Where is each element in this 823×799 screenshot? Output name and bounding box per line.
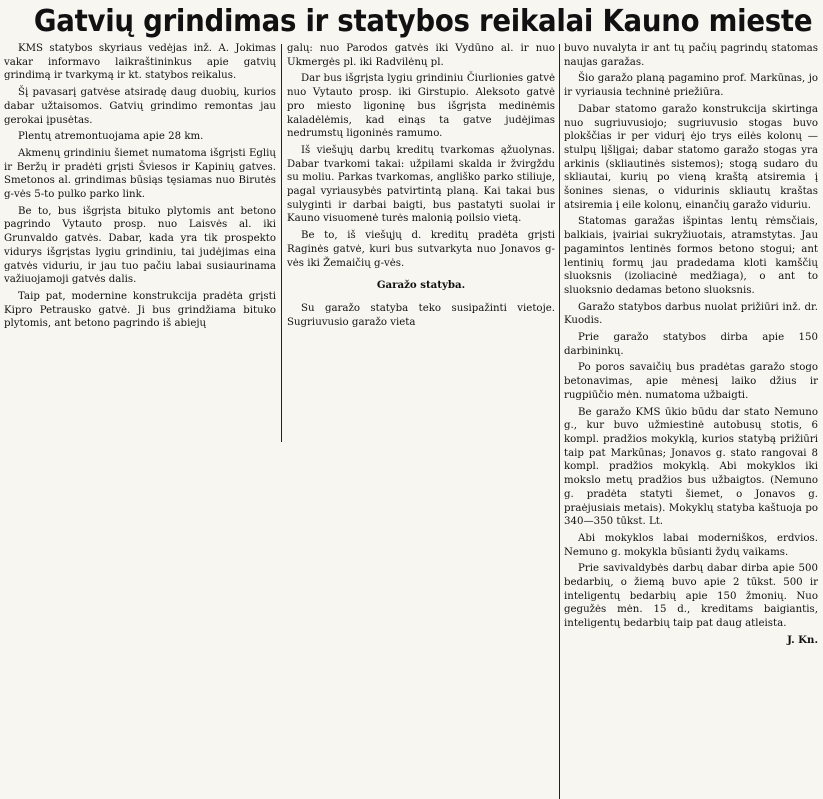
paragraph: Su garažo statyba teko susipažinti vietoje. Sugriuvusio garažo vieta [287, 302, 555, 328]
paragraph: Akmenų grindiniu šiemet numatoma išgrįsti Eglių ir Beržų ir pradėti grįsti Šviesos ir Kapinių gatves. Smetonos al. grindimas būsiąs tęsiamas nuo Birutės g-vės 5-to pulko parko link. [4, 147, 276, 201]
paragraph: Po poros savaičių bus pradėtas garažo stogo betonavimas, apie mėnesį laiko džius ir rugpiūčio mėn. numatoma užbaigti. [564, 362, 818, 401]
article-headline: Gatvių grindimas ir statybos reikalai Kauno mieste [33, 4, 813, 39]
paragraph-continuation: buvo nuvalyta ir ant tų pačių pagrindų statomas naujas garažas. [564, 43, 818, 68]
paragraph: Plentų atremontuojama apie 28 km. [18, 131, 204, 143]
paragraph: Dabar statomo garažo konstrukcija skirtinga nuo sugriuvusiojo; sugriuvusio stogas buvo plokščias ir per vidurį ėjo trys eilės kolonų — stulpų lįšlįgai; dabar statomo garažo stogas yra arkinis (skliautinės sistemos); stogą sudaro du skliautai, kurių po vieną kraštą atsiremia į šonines sienas, o vidurinis skliautų kraštas atsiremia į eile kolonų, einančių garažo viduriu. [564, 103, 818, 211]
paragraph: Šio garažo planą pagamino prof. Markūnas, jo ir vyriausia techninė priežiūra. [564, 73, 818, 99]
article-column-1 [4, 42, 276, 334]
article-column-3 [564, 42, 818, 651]
paragraph: Prie savivaldybės darbų dabar dirba apie 500 bedarbių, o žiemą buvo apie 2 tūkst. 500 ir inteligentų bedarbių apie 150 žmonių. Nuo gegužės mėn. 15 d., kreditams baigiantis, inteligentų bedarbių taip pat daug atleista. [564, 563, 818, 630]
paragraph: Taip pat, modernine konstrukcija pradėta grįsti Kipro Petrausko gatvė. Ji bus grindžiama bituko plytomis, ant betono pagrindo iš abiejų [4, 290, 276, 330]
author-signature: J. Kn. [787, 633, 818, 646]
paragraph: Dar bus išgrįsta lygiu grindiniu Čiurlionies gatvė nuo Vytauto prosp. iki Girstupio. Aleksoto gatvė pro miesto ligoninę bus išgrįsta medinėmis kaladėlėmis, kad einąs ta gatve judėjimas nedrumstų ligoninės ramumo. [287, 73, 555, 140]
paragraph: Abi mokyklos labai moderniškos, erdvios. Nemuno g. mokykla būsianti žydų vaikams. [564, 532, 818, 558]
paragraph: Iš viešųjų darbų kreditų tvarkomas ąžuolynas. Dabar tvarkomi takai: užpilami skalda ir žvirgždu su moliu. Parkas tvarkomas, angliško parko stiliuje, pagal vyriausybės patvirtintą planą. Kai takai bus sulyginti ir darbai baigti, bus pastatyti suolai ir Kauno visuomenė turės malonią poilsio vietą. [287, 144, 555, 225]
paragraph: Šį pavasarį gatvėse atsiradę daug duobių, kurios dabar užtaisomos. Gatvių grindimo remontas jau gerokai įpusėtas. [4, 87, 276, 126]
paragraph: Garažo statybos darbus nuolat prižiūri inž. dr. Kuodis. [564, 301, 818, 327]
column-divider-1 [281, 44, 282, 442]
section-heading: Garažo statyba. [376, 279, 466, 292]
paragraph: Be to, bus išgrįsta bituko plytomis ant betono pagrindo Vytauto prosp. nuo Laisvės al. iki Grunvaldo gatvės. Dabar, kada yra tik prospekto vidurys išgrįstas lygiu grindiniu, tai judėjimas eina gatvės viduriu, ir jau tuo pačiu labai susiaurinama važiuojamoji gatvės dalis. [4, 205, 276, 286]
paragraph: Be to, iš viešųjų d. kreditų pradėta grįsti Raginės gatvė, kuri bus sutvarkyta nuo Jonavos g-vės iki Žemaičių g-vės. [287, 230, 555, 269]
article-column-2 [287, 42, 555, 332]
paragraph: KMS statybos skyriaus vedėjas inž. A. Jokimas vakar informavo laikraštininkus apie gatvių grindimą ir tvarkymą ir kt. statybos reikalus. [4, 43, 276, 82]
paragraph: Statomas garažas išpintas lentų rėmsčiais, balkiais, įvairiai sukryžiuotais, atramstytas. Jau pagamintos lentinės formos betono stogui; ant lentinių formų jau pradedama kloti kamščių sluoksnis (izoliacinė medžiaga), o ant to sluoksnio dedamas betono sluoksnis. [564, 216, 818, 296]
paragraph: Prie garažo statybos dirba apie 150 darbininkų. [564, 332, 818, 357]
column-divider-2 [559, 44, 560, 799]
paragraph-continuation: galų: nuo Parodos gatvės iki Vydūno al. ir nuo Ukmergės pl. iki Radvilėnų pl. [287, 43, 555, 68]
paragraph: Be garažo KMS ūkio būdu dar stato Nemuno g., kur buvo užmiestinė autobusų stotis, 6 kompl. pradžios mokyklą, kurios statybą prižiūri taip pat Markūnas; Jonavos g. stato rangovai 8 kompl. pradžios mokyklą. Abi mokyklos iki mokslo metų pradžios bus užbaigtos. (Nemuno g. pradėta statyti šiemet, o Jonavos g. praėjusiais metais). Mokyklų statyba kaštuoja po 340—350 tūkst. Lt. [564, 406, 818, 528]
